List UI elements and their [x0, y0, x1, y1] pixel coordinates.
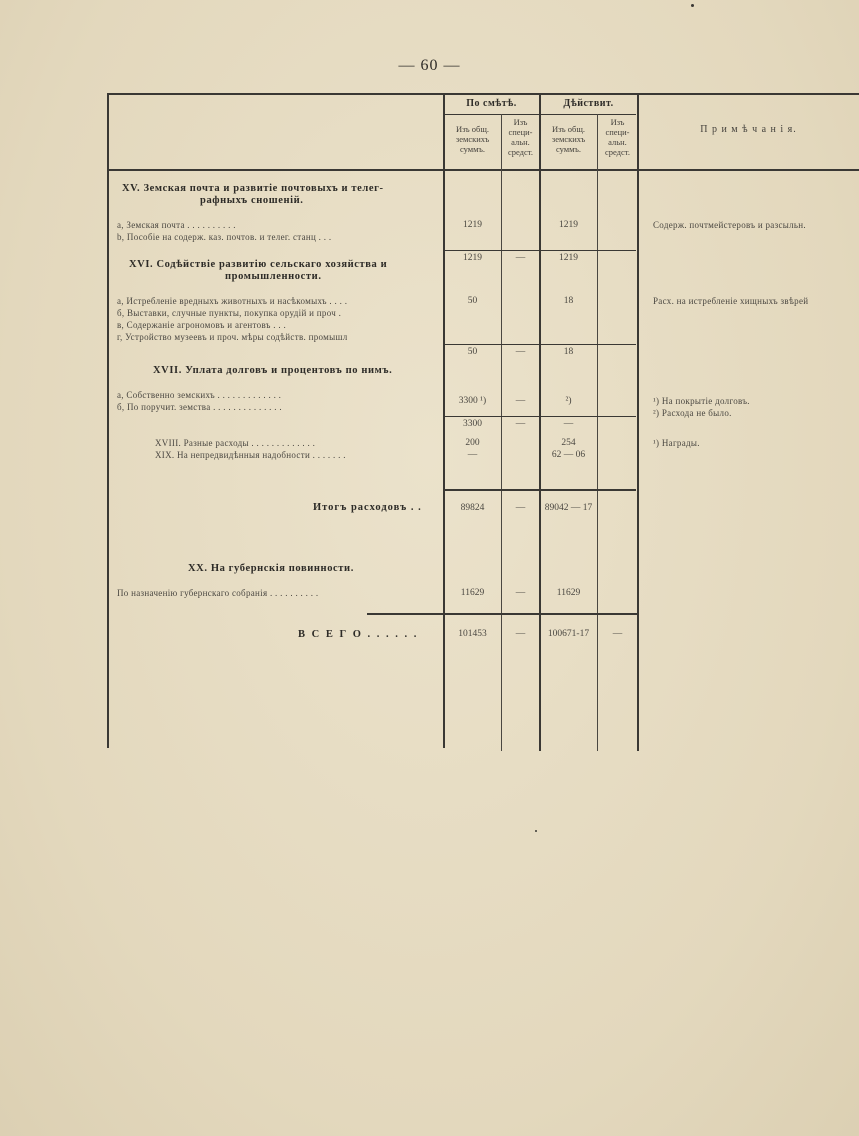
section-17-total-estimate: 3300 — [463, 419, 482, 429]
section-18-actual: 254 — [561, 438, 576, 448]
section-16-title-1: XVI. Содѣйствіе развитію сельскаго хозяйства и — [129, 259, 388, 270]
section-17-a-actual: ²) — [565, 396, 572, 406]
paper-speck — [691, 4, 694, 7]
section-15-item-a: а, Земская почта . . . . . . . . . . — [117, 220, 236, 230]
section-16-item-b: б, Выставки, случные пункты, покупка орудій и проч . — [117, 308, 342, 318]
section-16-a-estimate: 50 — [467, 296, 478, 306]
section-19-estimate: — — [467, 450, 478, 460]
total-expenses-estimate: 89824 — [460, 503, 485, 513]
grand-total-estimate: 101453 — [458, 629, 487, 639]
header-actual: Дѣйствит. — [563, 98, 614, 109]
section-20-actual: 11629 — [556, 588, 581, 598]
section-18-estimate: 200 — [465, 438, 480, 448]
col-header-general-estimate: Изъ общ. земскихъ суммъ. — [455, 124, 490, 154]
section-16-title-2: промышленности. — [225, 271, 322, 282]
col-header-special-actual: Изъ специ-альн. средст. — [605, 117, 630, 157]
col-header-notes: П р и м ѣ ч а н і я. — [700, 124, 797, 135]
section-15-a-estimate: 1219 — [463, 220, 482, 230]
section-16-total-special: — — [515, 347, 526, 357]
section-17-a-special: — — [515, 396, 526, 406]
total-expenses-label: Итогъ расходовъ . . — [313, 502, 422, 513]
section-16-item-c: в, Содержаніе агрономовъ и агентовъ . . . — [117, 320, 287, 330]
section-17-note-1: ¹) На покрытіе долговъ. — [653, 396, 750, 406]
section-18-note: ¹) Награды. — [653, 438, 700, 448]
section-15-title-2: рафныхъ сношеній. — [200, 195, 304, 206]
header-estimate: По смѣтѣ. — [466, 98, 517, 109]
section-15-item-b: b, Пособіе на содерж. каз. почтов. и телег. станц . . . — [117, 232, 332, 242]
section-15-note: Содерж. почтмейстеровъ и разсыльн. — [653, 220, 806, 230]
section-20-estimate: 11629 — [460, 588, 485, 598]
section-20-special: — — [515, 588, 526, 598]
section-18-label: XVIII. Разные расходы . . . . . . . . . . . . . — [155, 438, 316, 448]
section-17-total-actual: — — [563, 419, 574, 429]
grand-total-label: В С Е Г О . . . . . . — [298, 629, 419, 640]
section-19-actual: 62 — 06 — [551, 450, 586, 460]
section-17-item-b: б, По поручит. земства . . . . . . . . . . . . . . — [117, 402, 282, 412]
section-20-title: XX. На губернскія повинности. — [188, 563, 354, 574]
total-expenses-actual: 89042 — 17 — [544, 503, 593, 513]
section-17-note-2: ²) Расхода не было. — [653, 408, 732, 418]
grand-total-special: — — [515, 629, 526, 639]
section-19-label: XIX. На непредвидѣнныя надобности . . . . . . . — [155, 450, 346, 460]
section-15-total-actual: 1219 — [559, 253, 578, 263]
section-16-item-a: а, Истребленіе вредныхъ животныхъ и насѣкомыхъ . . . . — [117, 296, 348, 306]
page-number: — 60 — — [398, 57, 461, 74]
section-15-total-estimate: 1219 — [463, 253, 482, 263]
section-17-total-special: — — [515, 419, 526, 429]
section-15-total-special: — — [515, 253, 526, 263]
section-17-a-estimate: 3300 ¹) — [458, 396, 487, 406]
paper-speck — [535, 830, 537, 832]
section-17-title: XVII. Уплата долговъ и процентовъ по нимъ. — [153, 365, 393, 376]
grand-total-actual-special: — — [612, 629, 623, 639]
section-17-item-a: а, Собственно земскихъ . . . . . . . . . . . . . — [117, 390, 282, 400]
section-16-a-actual: 18 — [563, 296, 574, 306]
section-16-total-actual: 18 — [563, 347, 574, 357]
section-15-a-actual: 1219 — [559, 220, 578, 230]
section-15-title-1: XV. Земская почта и развитіе почтовыхъ и телег- — [122, 183, 384, 194]
section-16-item-d: г, Устройство музеевъ и проч. мѣры содѣйств. промышл — [117, 332, 348, 342]
section-16-total-estimate: 50 — [467, 347, 478, 357]
total-expenses-special: — — [515, 503, 526, 513]
col-header-general-actual: Изъ общ. земскихъ суммъ. — [551, 124, 586, 154]
section-20-label: По назначенію губернскаго собранія . . . . . . . . . . — [117, 588, 319, 598]
section-16-note: Расх. на истребленіе хищныхъ звѣрей — [653, 296, 809, 306]
grand-total-actual: 100671-17 — [547, 629, 590, 639]
col-header-special-estimate: Изъ специ-альн. средст. — [508, 117, 533, 157]
